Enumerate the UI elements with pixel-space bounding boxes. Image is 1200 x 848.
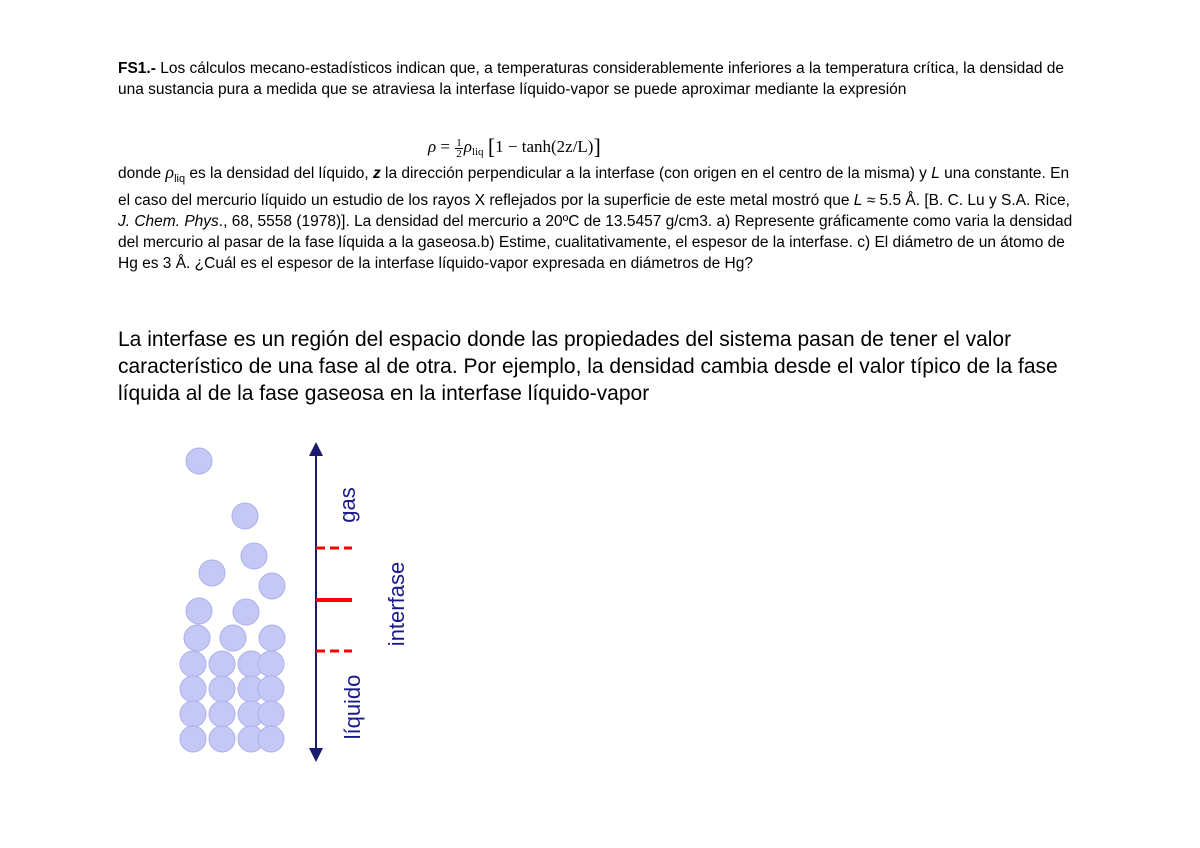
body-text-1: donde (118, 165, 166, 182)
liquido-label: líquido (340, 674, 365, 740)
body-text-2: es la densidad del líquido, (185, 165, 373, 182)
body-text-6: ., 68, 5558 (1978)]. La densidad del mercurio a 20ºC de 13.5457 g/cm3. a) Represente gráficamente como varia la densidad del mercurio al pasar de la fase líquida a la gaseosa.b) Estime, cualitativamente, el espesor de la interfase. c) El diámetro de un átomo de Hg es 3 Å. ¿Cuál es el espesor de la interfase líquido-vapor expresada en diámetros de Hg? (118, 213, 1073, 272)
rho-symbol: ρ (165, 162, 175, 182)
atom (180, 701, 206, 727)
formula-frac-num: 1 (456, 136, 462, 149)
problem-label: FS1.- (118, 60, 156, 77)
rho-subscript: liq (174, 173, 186, 185)
atom (259, 625, 285, 651)
formula-lhs: ρ (428, 137, 437, 156)
atom (209, 676, 235, 702)
atom (258, 676, 284, 702)
atom (241, 543, 267, 569)
formula-rho: ρ (463, 137, 472, 156)
interfase-label: interfase (384, 561, 409, 647)
body-text-4: una constante. En el caso del mercurio líquido un estudio de los rayos X reflejados por la superficie de este metal mostró que (118, 165, 1070, 209)
journal-name: J. Chem. Phys (118, 213, 219, 230)
formula-frac-den: 2 (456, 147, 462, 160)
atom (180, 676, 206, 702)
atom (180, 651, 206, 677)
arrow-down-icon (309, 748, 323, 762)
atom-group (180, 448, 285, 752)
atom (199, 560, 225, 586)
atom (259, 573, 285, 599)
atom (209, 651, 235, 677)
atom (186, 598, 212, 624)
atom (232, 503, 258, 529)
atom (258, 726, 284, 752)
atom (233, 599, 259, 625)
formula-body: 1 − tanh(2z/L) (495, 137, 594, 156)
formula-close-bracket: ] (593, 134, 601, 159)
atom (220, 625, 246, 651)
atom (184, 625, 210, 651)
formula-rho-sub: liq (471, 146, 484, 158)
interfase-explanation-text: La interfase es un región del espacio donde las propiedades del sistema pasan de tener el valor característico de una fase al de otra. Por ejemplo, la densidad cambia desde el valor típico de la fase líquida al de la fase gaseosa en la interfase líquido-vapor (118, 328, 1058, 405)
arrow-up-icon (309, 442, 323, 456)
L-variable: L (931, 165, 940, 182)
L-variable-2: L (853, 192, 863, 209)
atom (186, 448, 212, 474)
atom (209, 726, 235, 752)
problem-intro-text: Los cálculos mecano-estadísticos indican que, a temperaturas considerablemente inferiores a la temperatura crítica, la densidad de una sustancia pura a medida que se atraviesa la interfase líquido-vapor se puede aproximar mediante la expresión (118, 60, 1065, 98)
gas-label: gas (335, 487, 360, 523)
atom (209, 701, 235, 727)
z-variable: z (372, 165, 381, 182)
formula-open-bracket: [ (487, 134, 496, 159)
atom (258, 701, 284, 727)
body-text-5: ≈ 5.5 Å. [B. C. Lu y S.A. Rice, (862, 192, 1070, 209)
body-text-3: la dirección perpendicular a la interfase (con origen en el centro de la misma) y (380, 165, 932, 182)
formula-equals: = (436, 137, 455, 156)
atom (180, 726, 206, 752)
atom (258, 651, 284, 677)
